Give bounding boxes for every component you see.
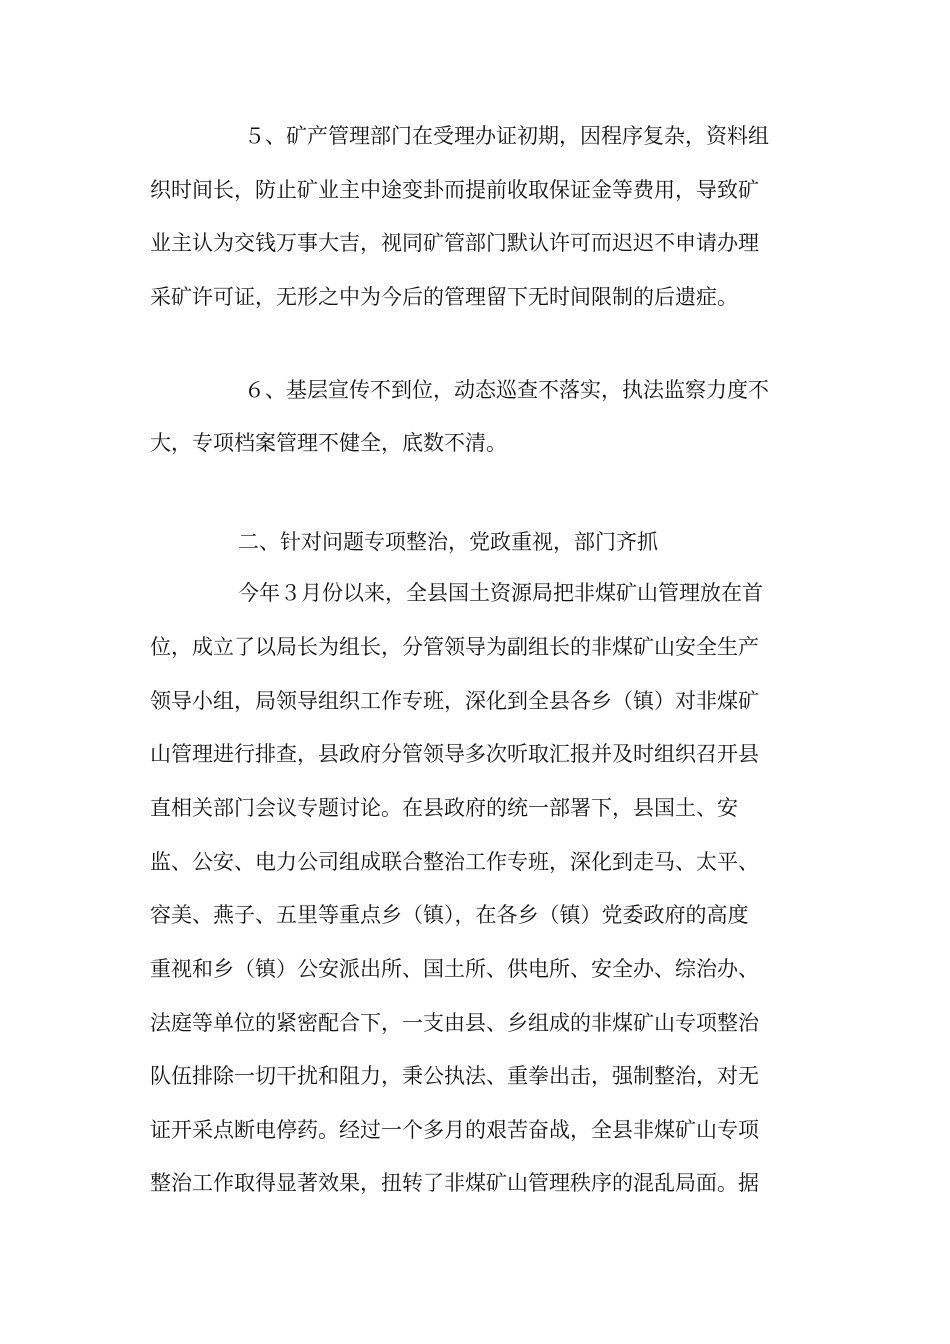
- section-body-line-1: 今年３月份以来，全县国土资源局把非煤矿山管理放在首: [238, 581, 763, 605]
- section-heading: 二、针对问题专项整治，党政重视，部门齐抓: [238, 530, 658, 554]
- item-6-line-2: 大，专项档案管理不健全，底数不清。: [150, 431, 507, 455]
- section-body-line-11: 证开采点断电停药。经过一个多月的艰苦奋战，全县非煤矿山专项: [150, 1118, 759, 1142]
- section-body-line-3: 领导小组，局领导组织工作专班，深化到全县各乡（镇）对非煤矿: [150, 689, 759, 713]
- section-body-line-2: 位，成立了以局长为组长，分管领导为副组长的非煤矿山安全生产: [150, 635, 759, 659]
- item-5-line-3: 业主认为交钱万事大吉，视同矿管部门默认许可而迟迟不申请办理: [150, 231, 759, 255]
- item-5-line-2: 织时间长，防止矿业主中途变卦而提前收取保证金等费用，导致矿: [150, 178, 759, 202]
- section-body-line-10: 队伍排除一切干扰和阻力，秉公执法、重拳出击，强制整治，对无: [150, 1064, 759, 1088]
- item-5-line-4: 采矿许可证，无形之中为今后的管理留下无时间限制的后遗症。: [150, 285, 738, 309]
- section-body-line-4: 山管理进行排查，县政府分管领导多次听取汇报并及时组织召开县: [150, 742, 759, 766]
- item-6-line-1: ６、基层宣传不到位，动态巡查不落实，执法监察力度不: [244, 378, 769, 402]
- section-body-line-5: 直相关部门会议专题讨论。在县政府的统一部署下，县国土、安: [150, 796, 738, 820]
- section-body-line-7: 容美、燕子、五里等重点乡（镇），在各乡（镇）党委政府的高度: [150, 903, 749, 927]
- section-body-line-12: 整治工作取得显著效果，扭转了非煤矿山管理秩序的混乱局面。据: [150, 1171, 759, 1195]
- section-body-line-9: 法庭等单位的紧密配合下，一支由县、乡组成的非煤矿山专项整治: [150, 1011, 759, 1035]
- section-body-line-8: 重视和乡（镇）公安派出所、国土所、供电所、安全办、综治办、: [150, 957, 759, 981]
- item-5-line-1: ５、矿产管理部门在受理办证初期，因程序复杂，资料组: [244, 124, 769, 148]
- section-body-line-6: 监、公安、电力公司组成联合整治工作专班，深化到走马、太平、: [150, 850, 759, 874]
